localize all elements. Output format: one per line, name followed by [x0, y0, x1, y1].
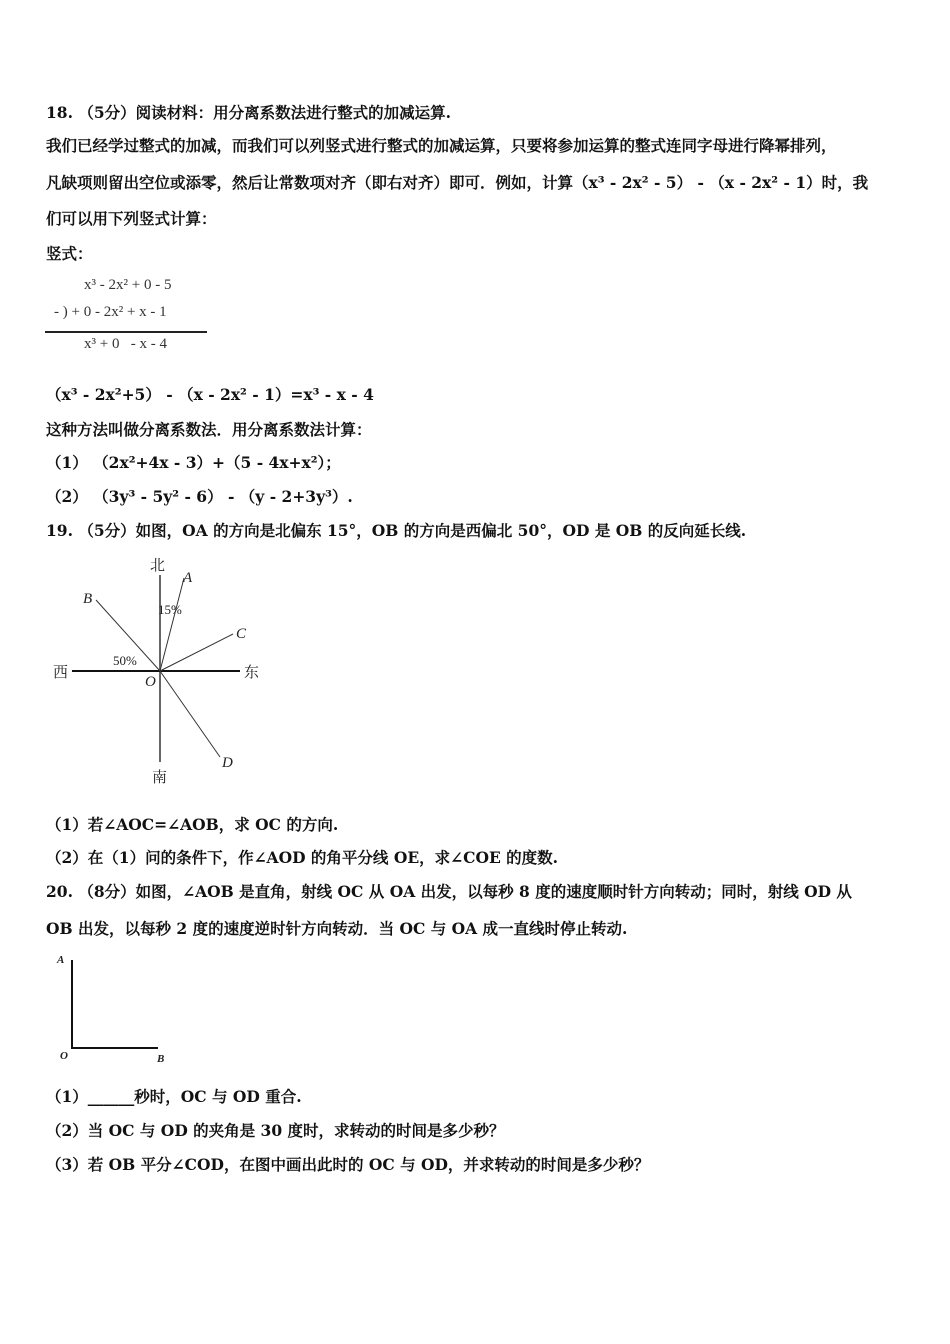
q18-para-2: 凡缺项则留出空位或添零，然后让常数项对齐（即右对齐）即可．例如，计算（x³ - 2x² - 5） - （x - 2x² - 1）时，我: [46, 173, 869, 192]
q18-para-1: 我们已经学过整式的加减，而我们可以列竖式进行整式的加减运算，只要将参加运算的整式连同字母进行降幂排列，: [46, 136, 837, 155]
q19-sub-1: （1）若∠AOC=∠AOB，求 OC 的方向.: [46, 815, 339, 834]
ray-oc: [160, 634, 233, 671]
label-north: 北: [150, 558, 166, 574]
q20-title-2: OB 出发，以每秒 2 度的速度逆时针方向转动．当 OC 与 OA 成一直线时停止转动.: [46, 919, 628, 938]
q20-sub-3: （3）若 OB 平分∠COD，在图中画出此时的 OC 与 OD，并求转动的时间是多少秒？: [46, 1155, 650, 1174]
q20-sub-1: （1）______秒时，OC 与 OD 重合.: [46, 1087, 302, 1106]
label-south: 南: [152, 770, 168, 786]
label-b: B: [83, 591, 93, 607]
q18-sub-2: （2） （3y³ - 5y² - 6） - （y - 2+3y³）.: [46, 487, 353, 506]
angle-15: 15%: [158, 602, 182, 617]
angle-50: 50%: [113, 653, 137, 668]
q18-para-3: 们可以用下列竖式计算：: [46, 209, 217, 228]
label-a: A: [183, 570, 193, 586]
q20-sub-2: （2）当 OC 与 OD 的夹角是 30 度时，求转动的时间是多少秒？: [46, 1121, 505, 1140]
label-o: O: [60, 1050, 68, 1062]
label-o: O: [145, 674, 156, 690]
label-east: 东: [244, 665, 260, 681]
q18-method: 这种方法叫做分离系数法．用分离系数法计算：: [46, 420, 372, 439]
ray-oa: [160, 578, 184, 671]
vertical-label: 竖式：: [46, 244, 93, 263]
vertical-row-2: - ) + 0 - 2x² + x - 1: [54, 304, 167, 320]
q19-title: 19. （5分）如图，OA 的方向是北偏东 15°，OB 的方向是西偏北 50°，OD 是 OB 的反向延长线.: [46, 521, 747, 540]
label-a: A: [57, 954, 65, 966]
q19-sub-2: （2）在（1）问的条件下，作∠AOD 的角平分线 OE，求∠COE 的度数.: [46, 848, 559, 867]
q18-title: 18. （5分）阅读材料：用分离系数法进行整式的加减运算.: [46, 103, 452, 122]
q18-equation: （x³ - 2x²+5） - （x - 2x² - 1）=x³ - x - 4: [46, 385, 374, 404]
q20-title: 20. （8分）如图，∠AOB 是直角，射线 OC 从 OA 出发，以每秒 8 度的速度顺时针方向转动；同时，射线 OD 从: [46, 882, 852, 901]
label-c: C: [236, 626, 247, 642]
right-angle-figure: [0, 940, 200, 1070]
vertical-row-1: x³ - 2x² + 0 - 5: [84, 277, 172, 293]
q18-sub-1: （1） （2x²+4x - 3）+（5 - 4x+x²）；: [46, 453, 341, 472]
label-b: B: [157, 1053, 165, 1065]
label-west: 西: [53, 665, 69, 681]
label-d: D: [222, 755, 233, 771]
compass-figure: [0, 0, 300, 800]
vertical-row-3: x³ + 0 - x - 4: [84, 336, 167, 352]
ray-od: [160, 671, 220, 757]
